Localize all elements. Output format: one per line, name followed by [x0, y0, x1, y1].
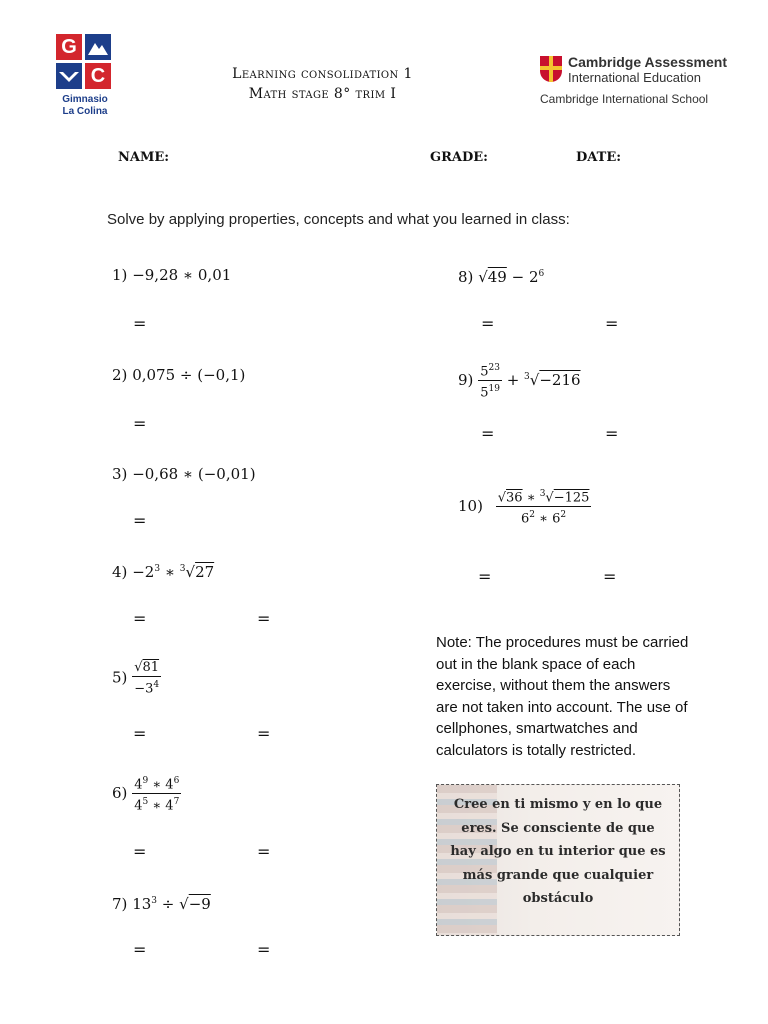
equals-sign: = — [605, 424, 619, 443]
equals-sign: = — [257, 842, 271, 861]
grade-label: GRADE: — [430, 150, 488, 165]
date-label: DATE: — [576, 150, 622, 165]
exercise-fraction: $\frac{√36 ∗ ^3√-125}{6^2 ∗ 6^2}$ — [496, 486, 592, 528]
note-text: Note: The procedures must be carried out in the blank space of each exercise, without them the answers are not taken into account. The use of cellphones, smartwatches and calculators is totally restricted. — [436, 634, 689, 759]
mountain-icon — [88, 39, 108, 55]
logo-tile-mountain — [85, 34, 111, 60]
exercise-number: 10) — [458, 496, 483, 515]
instructions: Solve by applying properties, concepts and what you learned in class: — [107, 211, 570, 228]
exercise-number: 4) — [112, 563, 128, 581]
exercise-3 — [112, 465, 256, 483]
exercise-10 — [458, 486, 591, 528]
exercise-number: 5) — [112, 668, 128, 687]
title-line-1: Learning consolidation 1 — [232, 66, 413, 82]
equals-sign: = — [133, 511, 147, 530]
exercise-9 — [458, 360, 581, 402]
figure-icon — [59, 68, 79, 84]
exercise-4 — [112, 563, 214, 581]
exercise-number: 6) — [112, 783, 128, 802]
exercise-expression: −9,28 ∗ 0,01 — [132, 266, 232, 284]
exercise-fraction: $\frac{5^{23}}{5^{19}}$ — [478, 360, 502, 402]
exercise-2 — [112, 366, 245, 384]
equals-sign: = — [257, 609, 271, 628]
worksheet-title — [160, 64, 485, 104]
exercise-number: 7) — [112, 895, 128, 913]
exercise-fraction: $\frac{√81}{-3^4}$ — [134, 660, 160, 697]
exercise-expression: + $^3$√−216 — [506, 370, 581, 389]
exercise-expression: $√49 - 2^6$ — [478, 268, 545, 286]
equals-sign: = — [481, 424, 495, 443]
exercise-fraction: $\frac{4^9 ∗ 4^6}{4^5 ∗ 4^7}$ — [132, 773, 181, 815]
equals-sign: = — [133, 414, 147, 433]
equals-sign: = — [603, 567, 617, 586]
title-line-2: Math stage 8° trim I — [248, 86, 397, 102]
equals-sign: = — [133, 842, 147, 861]
equals-sign: = — [481, 314, 495, 333]
logo-school-name: Gimnasio La Colina — [62, 94, 108, 117]
quote-box — [436, 784, 680, 936]
equals-sign: = — [133, 314, 147, 333]
cambridge-line-2: International Education — [568, 70, 701, 85]
exercise-number: 3) — [112, 465, 128, 483]
exercise-expression: 0,075 ÷ (−0,1) — [132, 366, 246, 384]
equals-sign: = — [133, 724, 147, 743]
exercise-8 — [458, 268, 544, 286]
equals-sign: = — [133, 609, 147, 628]
exercise-number: 8) — [458, 268, 474, 286]
equals-sign: = — [133, 940, 147, 959]
equals-sign: = — [605, 314, 619, 333]
exercise-expression: $-2^3$ ∗ $^3$√27 — [132, 563, 215, 581]
equals-sign: = — [257, 724, 271, 743]
equals-sign: = — [478, 567, 492, 586]
logo-tile-g: G — [56, 34, 82, 60]
motivational-quote: Cree en ti mismo y en lo que eres. Se consciente de que hay algo en tu interior que es más grande que cualquier obstáculo — [450, 797, 666, 906]
exercise-number: 2) — [112, 366, 128, 384]
exercise-expression: −0,68 ∗ (−0,01) — [132, 465, 256, 483]
logo-tile-figure — [56, 63, 82, 89]
logo-tile-c: C — [85, 63, 111, 89]
exercise-5 — [112, 660, 161, 697]
cambridge-line-3: Cambridge International School — [540, 92, 709, 106]
cambridge-line-1: Cambridge Assessment — [568, 54, 727, 70]
name-label: NAME: — [118, 150, 170, 165]
exercise-expression: $13^3 \div √-9$ — [132, 895, 211, 913]
school-logo — [54, 32, 114, 128]
equals-sign: = — [257, 940, 271, 959]
exercise-number: 9) — [458, 370, 474, 389]
exercise-1 — [112, 266, 231, 284]
exercise-number: 1) — [112, 266, 128, 284]
shield-icon — [540, 56, 562, 82]
exercise-7 — [112, 895, 211, 913]
exercise-6 — [112, 773, 181, 815]
